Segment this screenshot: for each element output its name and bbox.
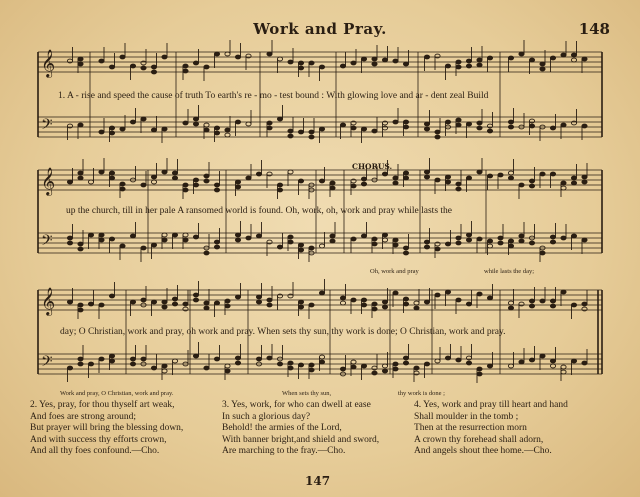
chorus-label: CHORUS. <box>352 162 393 171</box>
verse-line: In such a glorious day? <box>222 411 311 422</box>
verse-line: And with success thy efforts crown, <box>30 434 167 445</box>
verse-line: And foes are strong around; <box>30 411 137 422</box>
verse-line: Then at the resurrection morn <box>414 423 527 433</box>
page-number: 148 <box>578 20 610 38</box>
verse-line: But prayer will bring the blessing down, <box>30 423 184 433</box>
bass-words-2b: while lasts the day; <box>484 268 535 275</box>
verse-line: Behold! the armies of the Lord, <box>222 423 342 433</box>
verse-line: Are marching to the fray.—Cho. <box>222 446 346 456</box>
bass-words-3b: When sets thy sun, <box>282 390 332 397</box>
verse-line: 2. Yes, pray, for thou thyself art weak, <box>30 400 175 410</box>
verse-line: 3. Yes, work, for who can dwell at ease <box>222 400 371 410</box>
hymn-title: Work and Pray. <box>253 20 387 38</box>
lyric-line-2: up the church, till in her pale A ransomed world is found. Oh, work, oh, work and pray while lasts the <box>66 206 452 216</box>
verse-line: With banner bright,and shield and sword, <box>222 434 380 445</box>
verse-line: Shall moulder in the tomb ; <box>414 411 519 422</box>
verse-3 <box>222 400 379 458</box>
svg-text:𝄢: 𝄢 <box>41 353 53 374</box>
svg-text:𝄞: 𝄞 <box>41 287 56 315</box>
printed-page-number: 147 <box>305 474 331 488</box>
verse-line: 4. Yes, work and pray till heart and hand <box>414 400 568 410</box>
bass-words-3a: Work and pray, O Christian, work and pray. <box>60 390 174 397</box>
bass-words-2a: Oh, work and pray <box>370 268 419 275</box>
svg-text:𝄢: 𝄢 <box>41 116 53 137</box>
verse-line: A crown thy forehead shall adorn, <box>414 434 544 445</box>
svg-text:𝄞: 𝄞 <box>41 49 56 77</box>
svg-text:𝄢: 𝄢 <box>41 232 53 253</box>
lyric-line-3: day; O Christian, work and pray, oh work and pray. When sets thy sun, thy work is done; O Christian, work and pray. <box>60 327 506 337</box>
verse-line: And angels shout thee home.—Cho. <box>414 446 552 456</box>
verse-4 <box>414 400 568 458</box>
verse-2 <box>30 400 183 458</box>
bass-words-3c: thy work is done ; <box>398 390 445 397</box>
lyric-line-1: 1. A - rise and speed the cause of truth To earth's re - mo - test bound : With glowing love and ar - dent zeal Build <box>58 91 489 101</box>
svg-text:𝄞: 𝄞 <box>41 167 56 195</box>
verse-line: And all thy foes confound.—Cho. <box>30 446 160 456</box>
